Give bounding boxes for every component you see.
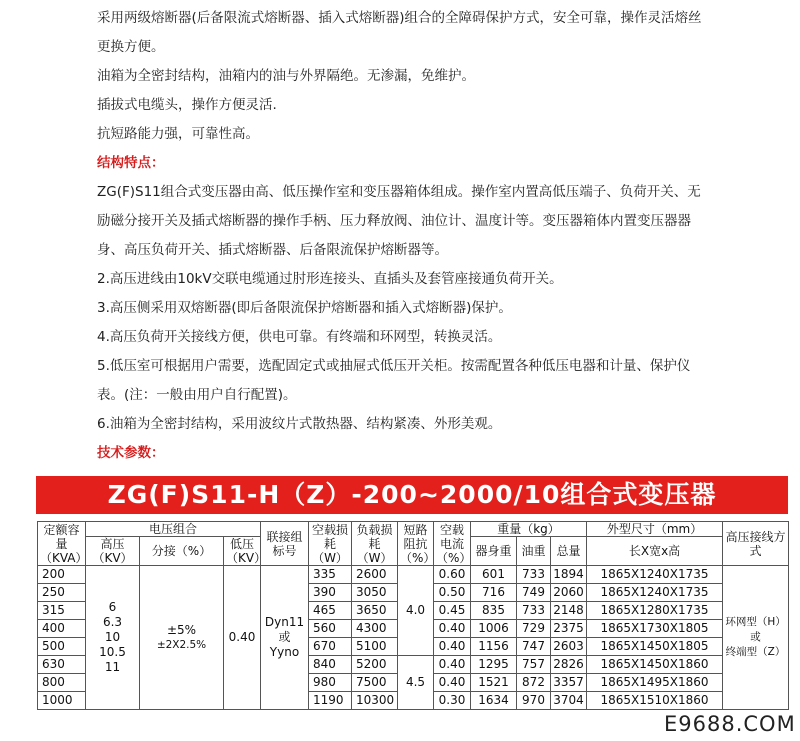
cell-hv-values: [86, 566, 140, 710]
cell-load-loss: 5200: [352, 656, 398, 674]
cell-total-weight: 2603: [551, 638, 587, 656]
header-lv: 低压（KV）: [224, 537, 261, 566]
cell-dimensions: 1865X1280X1735: [587, 602, 723, 620]
cell-noload-loss: 465: [309, 602, 352, 620]
cell-body-weight: 1156: [471, 638, 517, 656]
header-rated-capacity: 定额容量（KVA）: [38, 522, 86, 566]
cell-dimensions: 1865X1510X1860: [587, 692, 723, 710]
conn-line: Yyno: [269, 645, 300, 659]
cell-total-weight: 2148: [551, 602, 587, 620]
header-dimensions: 外型尺寸（mm）: [587, 522, 723, 537]
cell-kva: 500: [38, 638, 86, 656]
tap-line: ±2X2.5%: [156, 638, 207, 651]
hvconn-line: 终端型（Z）: [725, 646, 786, 658]
cell-connection-group: [261, 566, 309, 710]
cell-noload-current: 0.50: [434, 584, 471, 602]
cell-dimensions: 1865X1495X1860: [587, 674, 723, 692]
cell-oil-weight: 733: [517, 602, 551, 620]
tech-heading: 技术参数：: [97, 445, 165, 461]
cell-dimensions: 1865X1240X1735: [587, 566, 723, 584]
intro-section: [97, 4, 707, 468]
table-row: [38, 566, 789, 584]
cell-impedance: 4.5: [398, 656, 434, 710]
cell-hv-connection: [723, 566, 789, 710]
cell-load-loss: 10300: [352, 692, 398, 710]
cell-noload-current: 0.40: [434, 656, 471, 674]
header-connection-group: 联接组标号: [261, 522, 309, 566]
cell-oil-weight: 749: [517, 584, 551, 602]
cell-dimensions: 1865X1450X1860: [587, 656, 723, 674]
cell-noload-current: 0.40: [434, 638, 471, 656]
header-total-weight: 总量: [551, 537, 587, 566]
header-voltage-combination: 电压组合: [86, 522, 261, 537]
cell-total-weight: 3357: [551, 674, 587, 692]
cell-kva: 400: [38, 620, 86, 638]
hv-value: 6: [108, 600, 117, 614]
cell-load-loss: 7500: [352, 674, 398, 692]
hv-value: 11: [104, 660, 121, 674]
hv-value: 6.3: [102, 615, 123, 629]
product-banner: ZG(F)S11-H（Z）-200~2000/10组合式变压器: [36, 476, 788, 514]
cell-noload-current: 0.60: [434, 566, 471, 584]
cell-body-weight: 1521: [471, 674, 517, 692]
cell-body-weight: 716: [471, 584, 517, 602]
header-noload-loss: 空载损耗（W）: [309, 522, 352, 566]
tap-line: ±5%: [166, 622, 197, 637]
cell-noload-loss: 390: [309, 584, 352, 602]
cell-oil-weight: 872: [517, 674, 551, 692]
cell-tap: [140, 566, 224, 710]
cell-dimensions: 1865X1450X1805: [587, 638, 723, 656]
header-dimensions-sub: 长X宽x高: [587, 537, 723, 566]
cell-noload-loss: 1190: [309, 692, 352, 710]
cell-noload-loss: 335: [309, 566, 352, 584]
cell-total-weight: 2826: [551, 656, 587, 674]
cell-load-loss: 5100: [352, 638, 398, 656]
intro-paragraph-2: 油箱为全密封结构，油箱内的油与外界隔绝。无渗漏，免维护。: [97, 68, 475, 84]
cell-noload-loss: 840: [309, 656, 352, 674]
cell-kva: 1000: [38, 692, 86, 710]
header-body-weight: 器身重: [471, 537, 517, 566]
cell-total-weight: 2375: [551, 620, 587, 638]
conn-line: 或: [278, 630, 291, 644]
cell-lv: 0.40: [224, 566, 261, 710]
structure-paragraph-2: 2.高压进线由10kV交联电缆通过肘形连接头、直插头及套管座接通负荷开关。: [97, 271, 563, 287]
cell-kva: 250: [38, 584, 86, 602]
cell-body-weight: 1295: [471, 656, 517, 674]
cell-kva: 315: [38, 602, 86, 620]
cell-kva: 800: [38, 674, 86, 692]
cell-kva: 200: [38, 566, 86, 584]
structure-paragraph-6: 6.油箱为全密封结构，采用波纹片式散热器、结构紧凑、外形美观。: [97, 416, 502, 432]
cell-oil-weight: 733: [517, 566, 551, 584]
header-noload-current: 空载电流（%）: [434, 522, 471, 566]
cell-load-loss: 3650: [352, 602, 398, 620]
hvconn-line: 环网型（H）: [725, 616, 786, 628]
cell-total-weight: 3704: [551, 692, 587, 710]
header-weight: 重量（kg）: [471, 522, 587, 537]
cell-noload-current: 0.30: [434, 692, 471, 710]
structure-paragraph-1: ZG(F)S11组合式变压器由高、低压操作室和变压器箱体组成。操作室内置高低压端子、负荷开关、无励磁分接开关及插式熔断器的操作手柄、压力释放阀、油位计、温度计等。变压器箱体内置变压器器身、高压负荷开关、插式熔断器、后备限流保护熔断器等。: [97, 184, 701, 258]
intro-paragraph-3: 插拔式电缆头，操作方便灵活.: [97, 97, 277, 113]
cell-oil-weight: 729: [517, 620, 551, 638]
cell-body-weight: 835: [471, 602, 517, 620]
cell-total-weight: 1894: [551, 566, 587, 584]
cell-oil-weight: 747: [517, 638, 551, 656]
cell-kva: 630: [38, 656, 86, 674]
cell-body-weight: 1006: [471, 620, 517, 638]
header-tap: 分接（%）: [140, 537, 224, 566]
structure-paragraph-3: 3.高压侧采用双熔断器(即后备限流保护熔断器和插入式熔断器)保护。: [97, 300, 512, 316]
cell-noload-current: 0.40: [434, 674, 471, 692]
structure-paragraph-4: 4.高压负荷开关接线方便，供电可靠。有终端和环网型，转换灵活。: [97, 329, 502, 345]
cell-load-loss: 2600: [352, 566, 398, 584]
hv-value: 10: [104, 630, 121, 644]
hv-value: 10.5: [99, 645, 126, 659]
cell-dimensions: 1865X1730X1805: [587, 620, 723, 638]
cell-noload-loss: 980: [309, 674, 352, 692]
cell-dimensions: 1865X1240X1735: [587, 584, 723, 602]
spec-table: [37, 521, 789, 710]
cell-oil-weight: 970: [517, 692, 551, 710]
header-load-loss: 负载损耗（W）: [352, 522, 398, 566]
cell-load-loss: 4300: [352, 620, 398, 638]
header-short-circuit-impedance: 短路阻抗（%）: [398, 522, 434, 566]
header-hv-connection: 高压接线方式: [723, 522, 789, 566]
intro-paragraph-1: 采用两级熔断器(后备限流式熔断器、插入式熔断器)组合的全障碍保护方式，安全可靠，操作灵活熔丝更换方便。: [97, 10, 702, 55]
header-hv: 高压（KV）: [86, 537, 140, 566]
cell-load-loss: 3050: [352, 584, 398, 602]
cell-noload-current: 0.45: [434, 602, 471, 620]
site-watermark: E9688.COM: [664, 712, 796, 736]
cell-noload-current: 0.40: [434, 620, 471, 638]
cell-total-weight: 2060: [551, 584, 587, 602]
structure-paragraph-5: 5.低压室可根据用户需要，选配固定式或抽屉式低压开关柜。按需配置各种低压电器和计量、保护仪表。(注：一般由用户自行配置)。: [97, 358, 691, 403]
cell-body-weight: 601: [471, 566, 517, 584]
header-oil-weight: 油重: [517, 537, 551, 566]
intro-paragraph-4: 抗短路能力强，可靠性高。: [97, 126, 259, 142]
structure-heading: 结构特点：: [97, 155, 165, 171]
conn-line: Dyn11: [264, 615, 305, 629]
hvconn-line: 或: [750, 631, 761, 643]
cell-noload-loss: 670: [309, 638, 352, 656]
cell-impedance: 4.0: [398, 566, 434, 656]
cell-oil-weight: 757: [517, 656, 551, 674]
cell-body-weight: 1634: [471, 692, 517, 710]
cell-noload-loss: 560: [309, 620, 352, 638]
